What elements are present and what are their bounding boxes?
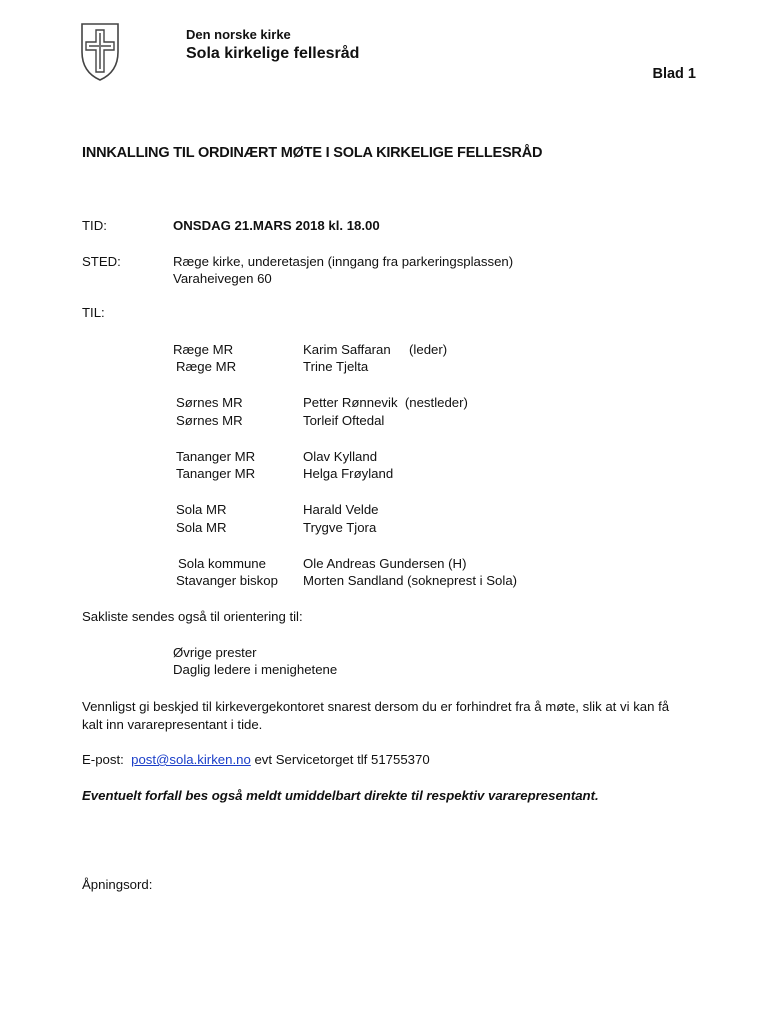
recipient-person: Harald Velde <box>303 502 379 517</box>
recipient-council: Stavanger biskop <box>176 573 278 588</box>
recipient-council: Sola kommune <box>178 556 266 571</box>
page-title: INNKALLING TIL ORDINÆRT MØTE I SOLA KIRKELIGE FELLESRÅD <box>82 145 543 161</box>
absence-notice: Vennligst gi beskjed til kirkevergekontoret snarest dersom du er forhindret fra å møte, slik at vi kan få kalt inn vararepresentant i tide. <box>82 699 670 732</box>
recipient-council: Tananger MR <box>176 466 256 481</box>
place-label: STED: <box>82 254 121 269</box>
recipient-council: Ræge MR <box>173 342 234 357</box>
time-label: TID: <box>82 218 107 233</box>
absence-warning: Eventuelt forfall bes også meldt umiddelbart direkte til respektiv vararepresentant. <box>82 788 599 803</box>
opening-label: Åpningsord: <box>82 877 153 892</box>
church-logo-icon <box>80 22 120 82</box>
orientation-intro: Sakliste sendes også til orientering til: <box>82 609 303 624</box>
recipient-council: Sola MR <box>176 502 227 517</box>
recipient-council: Ræge MR <box>176 359 237 374</box>
organization-name: Den norske kirke <box>186 27 291 42</box>
recipient-person: Karim Saffaran (leder) <box>303 342 448 357</box>
recipient-person: Torleif Oftedal <box>303 413 385 428</box>
recipient-council: Sørnes MR <box>176 395 243 410</box>
place-line-2: Varaheivegen 60 <box>173 271 272 286</box>
email-link[interactable]: post@sola.kirken.no <box>131 752 251 767</box>
time-value: ONSDAG 21.MARS 2018 kl. 18.00 <box>173 218 380 233</box>
contact-suffix: evt Servicetorget tlf 51755370 <box>254 752 430 767</box>
recipient-council: Tananger MR <box>176 449 256 464</box>
recipient-person: Olav Kylland <box>303 449 378 464</box>
recipient-council: Sola MR <box>176 520 227 535</box>
recipient-person: Trygve Tjora <box>303 520 377 535</box>
recipient-person: Helga Frøyland <box>303 466 394 481</box>
orientation-item: Øvrige prester <box>173 645 257 660</box>
recipient-council: Sørnes MR <box>176 413 243 428</box>
recipient-person: Trine Tjelta <box>303 359 369 374</box>
contact-prefix: E-post: <box>82 752 124 767</box>
page-label: Blad 1 <box>652 66 696 82</box>
place-line-1: Ræge kirke, underetasjen (inngang fra parkeringsplassen) <box>173 254 514 269</box>
recipient-person: Petter Rønnevik (nestleder) <box>303 395 468 410</box>
recipient-person: Morten Sandland (sokneprest i Sola) <box>303 573 518 588</box>
contact-line <box>82 752 430 767</box>
to-label: TIL: <box>82 305 105 320</box>
orientation-item: Daglig ledere i menighetene <box>173 662 338 677</box>
council-name: Sola kirkelige fellesråd <box>186 45 360 62</box>
recipient-person: Ole Andreas Gundersen (H) <box>303 556 467 571</box>
